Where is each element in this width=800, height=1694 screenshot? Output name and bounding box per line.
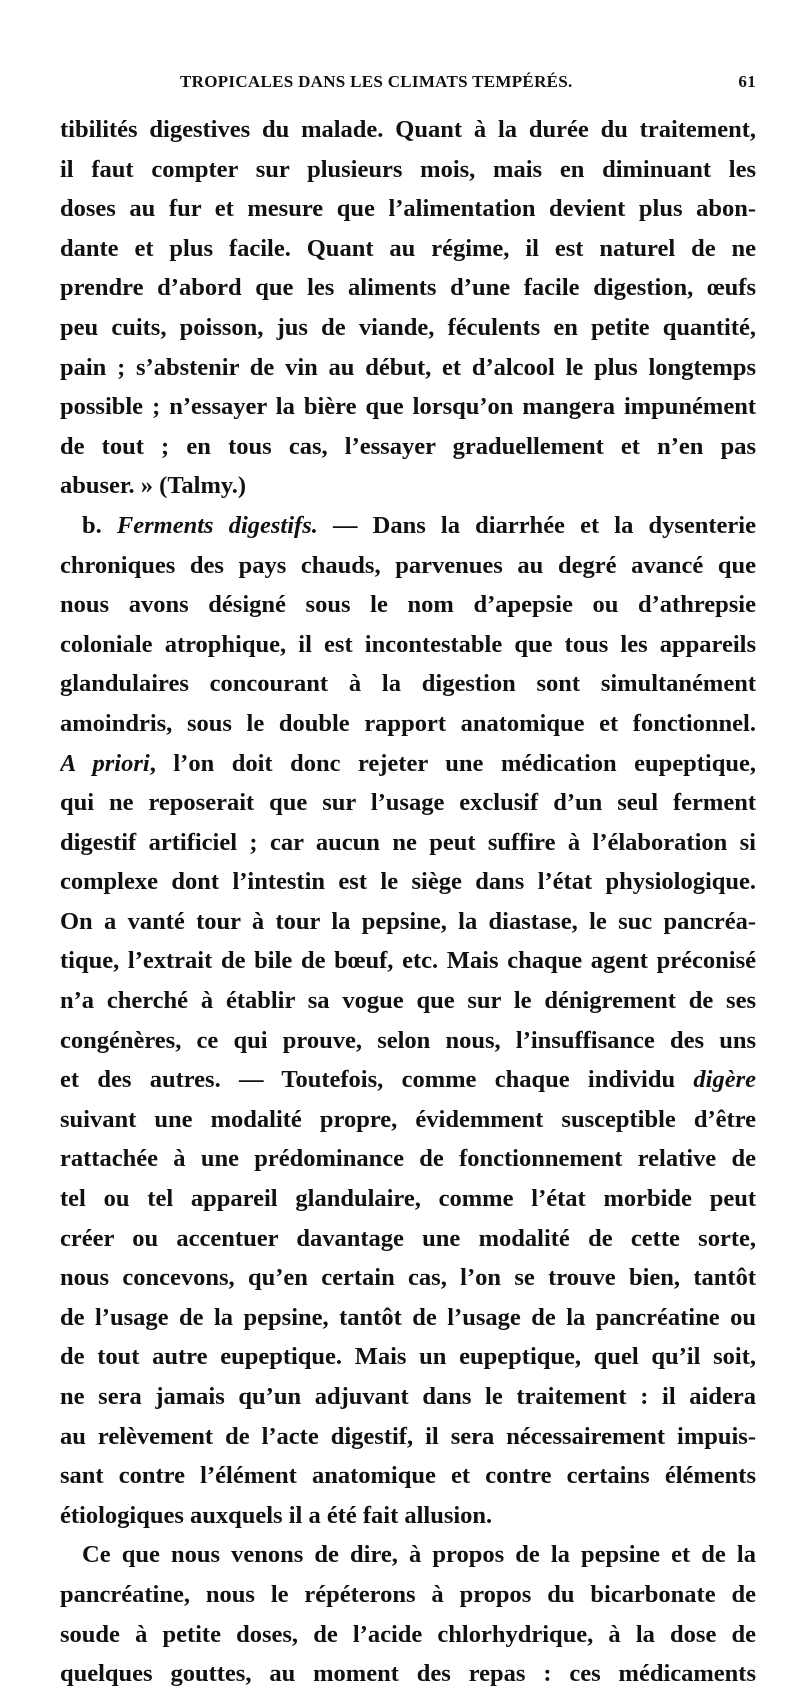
text-line: glandulaires concourant à la digestion sont simultanément bbox=[60, 670, 756, 698]
running-head: TROPICALES DANS LES CLIMATS TEMPÉRÉS. bbox=[180, 72, 573, 91]
page-number: 61 bbox=[738, 72, 756, 91]
italic-word: digère bbox=[693, 1066, 756, 1094]
text-line: pain ; s’abstenir de vin au début, et d’alcool le plus longtemps bbox=[60, 353, 756, 381]
text-line: amoindris, sous le double rapport anatomique et fonctionnel. bbox=[60, 709, 756, 737]
text-line: digestif artificiel ; car aucun ne peut suffire à l’élaboration si bbox=[60, 828, 756, 856]
text-line: coloniale atrophique, il est incontestable que tous les appareils bbox=[60, 630, 756, 658]
text-line: rattachée à une prédominance de fonctionnement relative de bbox=[60, 1145, 756, 1173]
line-suffix: , l’on doit donc rejeter une médication eupeptique, bbox=[149, 749, 756, 777]
text-line bbox=[60, 744, 756, 784]
text-line: il faut compter sur plusieurs mois, mais en diminuant les bbox=[60, 155, 756, 183]
text-line: possible ; n’essayer la bière que lorsqu’on mangera impunément bbox=[60, 393, 756, 421]
text-line: soude à petite doses, de l’acide chlorhydrique, à la dose de bbox=[60, 1620, 756, 1648]
text-line bbox=[60, 1060, 756, 1100]
text-line: de l’usage de la pepsine, tantôt de l’usage de la pancréatine ou bbox=[60, 1303, 756, 1331]
line-suffix: — Dans la diarrhée et la dysenterie bbox=[317, 511, 756, 539]
section-heading-line bbox=[60, 506, 756, 546]
text-line: sant contre l’élément anatomique et contre certains éléments bbox=[60, 1462, 756, 1490]
text-line: suivant une modalité propre, évidemment susceptible d’être bbox=[60, 1105, 756, 1133]
text-line: congénères, ce qui prouve, selon nous, l’insuffisance des uns bbox=[60, 1026, 756, 1054]
text-line: Ce que nous venons de dire, à propos de la pepsine et de la bbox=[82, 1541, 756, 1569]
book-page bbox=[60, 68, 756, 1694]
text-line: de tout ; en tous cas, l’essayer graduellement et n’en pas bbox=[60, 432, 756, 460]
text-line: étiologiques auxquels il a été fait allusion. bbox=[60, 1501, 493, 1529]
body-text bbox=[60, 110, 756, 1694]
text-line: quelques gouttes, au moment des repas : ces médicaments bbox=[60, 1660, 756, 1688]
text-line: peu cuits, poisson, jus de viande, féculents en petite quantité, bbox=[60, 313, 756, 341]
text-line: doses au fur et mesure que l’alimentation devient plus abon- bbox=[60, 195, 756, 223]
text-line: tique, l’extrait de bile de bœuf, etc. Mais chaque agent préconisé bbox=[60, 947, 756, 975]
text-line: complexe dont l’intestin est le siège dans l’état physiologique. bbox=[60, 868, 756, 896]
text-line: chroniques des pays chauds, parvenues au degré avancé que bbox=[60, 551, 756, 579]
text-line: tibilités digestives du malade. Quant à la durée du traitement, bbox=[60, 116, 756, 143]
text-line: qui ne reposerait que sur l’usage exclusif d’un seul ferment bbox=[60, 789, 756, 817]
text-line: pancréatine, nous le répéterons à propos du bicarbonate de bbox=[60, 1580, 756, 1608]
text-line: n’a cherché à établir sa vogue que sur le dénigrement de ses bbox=[60, 987, 756, 1015]
text-line: prendre d’abord que les aliments d’une facile digestion, œufs bbox=[60, 274, 756, 302]
text-line: créer ou accentuer davantage une modalité de cette sorte, bbox=[60, 1224, 756, 1252]
text-line: tel ou tel appareil glandulaire, comme l’état morbide peut bbox=[60, 1185, 756, 1213]
text-line: de tout autre eupeptique. Mais un eupeptique, quel qu’il soit, bbox=[60, 1343, 756, 1371]
text-line: ne sera jamais qu’un adjuvant dans le traitement : il aidera bbox=[60, 1383, 756, 1410]
line-prefix: b. bbox=[82, 511, 117, 539]
text-line: abuser. » (Talmy.) bbox=[60, 472, 247, 500]
text-line: On a vanté tour à tour la pepsine, la diastase, le suc pancréa- bbox=[60, 907, 756, 935]
text-line: au relèvement de l’acte digestif, il sera nécessairement impuis- bbox=[60, 1422, 756, 1450]
page-header bbox=[60, 68, 756, 98]
line-prefix: et des autres. — Toutefois, comme chaque individu bbox=[60, 1066, 694, 1094]
italic-phrase: A priori bbox=[60, 749, 150, 777]
text-line: dante et plus facile. Quant au régime, il est naturel de ne bbox=[60, 234, 756, 262]
text-line: nous concevons, qu’en certain cas, l’on se trouve bien, tantôt bbox=[60, 1264, 756, 1292]
section-title: Ferments digestifs. bbox=[116, 511, 318, 539]
text-line: nous avons désigné sous le nom d’apepsie ou d’athrepsie bbox=[60, 591, 756, 619]
